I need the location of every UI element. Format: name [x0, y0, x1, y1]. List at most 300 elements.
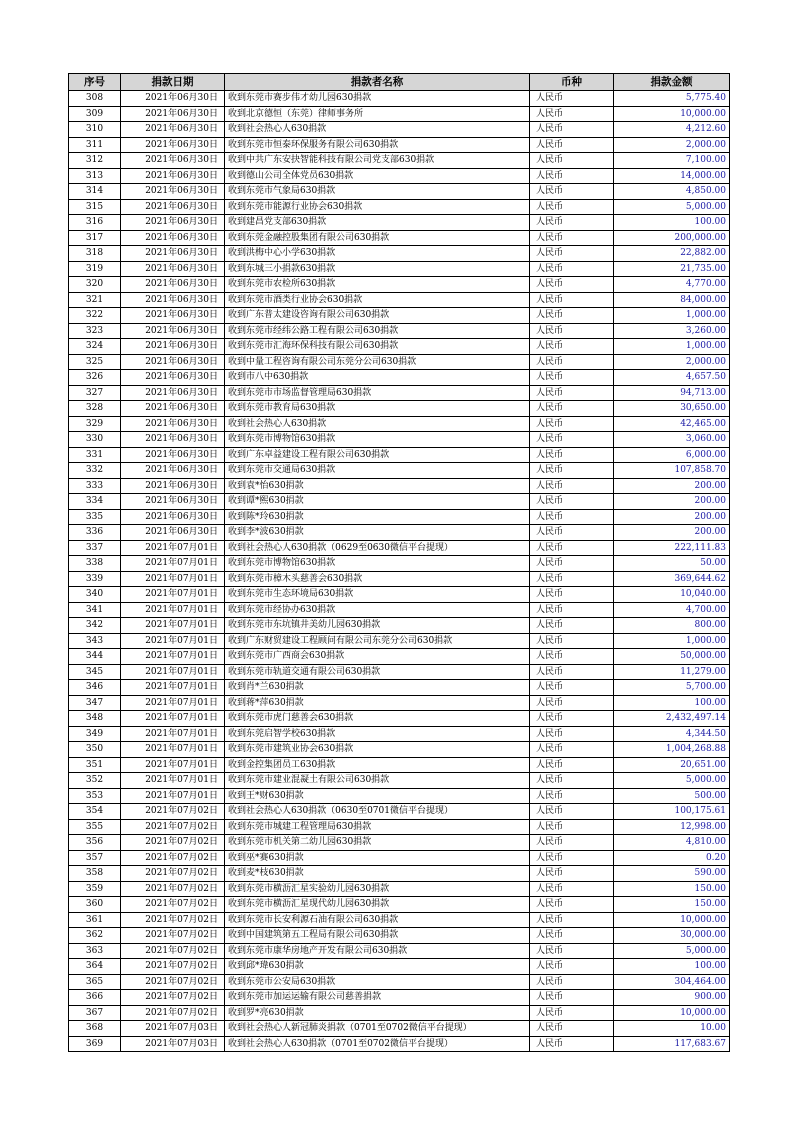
table-row [69, 199, 730, 215]
cell-serial-number: 311 [69, 137, 121, 153]
table-row [69, 91, 730, 107]
cell-amount: 107,858.70 [614, 463, 730, 479]
cell-donation-date: 2021年07月01日 [121, 602, 225, 618]
cell-amount: 10,040.00 [614, 587, 730, 603]
cell-donation-date: 2021年06月30日 [121, 246, 225, 262]
cell-donor-name: 收到东莞市横沥汇星实验幼儿园630捐款 [225, 881, 530, 897]
cell-amount: 3,060.00 [614, 432, 730, 448]
cell-currency: 人民币 [530, 850, 614, 866]
cell-currency: 人民币 [530, 804, 614, 820]
table-body [69, 91, 730, 1052]
cell-amount: 369,644.62 [614, 571, 730, 587]
cell-amount: 42,465.00 [614, 416, 730, 432]
cell-amount: 5,700.00 [614, 680, 730, 696]
cell-donor-name: 收到罗*亮630捐款 [225, 1005, 530, 1021]
cell-serial-number: 347 [69, 695, 121, 711]
cell-serial-number: 356 [69, 835, 121, 851]
cell-amount: 100.00 [614, 959, 730, 975]
cell-donation-date: 2021年07月02日 [121, 959, 225, 975]
cell-donor-name: 收到东莞市市场监督管理局630捐款 [225, 385, 530, 401]
cell-donor-name: 收到东莞市汇海环保科技有限公司630捐款 [225, 339, 530, 355]
cell-serial-number: 312 [69, 153, 121, 169]
table-row [69, 525, 730, 541]
cell-donor-name: 收到北京德恒（东莞）律师事务所 [225, 106, 530, 122]
cell-amount: 7,100.00 [614, 153, 730, 169]
cell-serial-number: 346 [69, 680, 121, 696]
cell-serial-number: 369 [69, 1036, 121, 1052]
cell-amount: 500.00 [614, 788, 730, 804]
cell-donation-date: 2021年06月30日 [121, 308, 225, 324]
cell-donor-name: 收到东莞市气象局630捐款 [225, 184, 530, 200]
cell-serial-number: 350 [69, 742, 121, 758]
cell-donor-name: 收到谭*熙630捐款 [225, 494, 530, 510]
cell-serial-number: 344 [69, 649, 121, 665]
cell-currency: 人民币 [530, 1005, 614, 1021]
cell-donor-name: 收到广东普太建设咨询有限公司630捐款 [225, 308, 530, 324]
cell-currency: 人民币 [530, 618, 614, 634]
cell-currency: 人民币 [530, 509, 614, 525]
table-row [69, 308, 730, 324]
cell-donation-date: 2021年06月30日 [121, 215, 225, 231]
cell-amount: 94,713.00 [614, 385, 730, 401]
cell-currency: 人民币 [530, 494, 614, 510]
cell-donor-name: 收到社会热心人630捐款 [225, 122, 530, 138]
cell-donation-date: 2021年06月30日 [121, 354, 225, 370]
cell-donor-name: 收到洪梅中心小学630捐款 [225, 246, 530, 262]
cell-currency: 人民币 [530, 726, 614, 742]
cell-amount: 50.00 [614, 556, 730, 572]
cell-serial-number: 330 [69, 432, 121, 448]
cell-donation-date: 2021年06月30日 [121, 184, 225, 200]
table-row [69, 633, 730, 649]
cell-donor-name: 收到东莞市恒泰环保服务有限公司630捐款 [225, 137, 530, 153]
cell-amount: 30,650.00 [614, 401, 730, 417]
cell-donation-date: 2021年07月02日 [121, 835, 225, 851]
cell-serial-number: 333 [69, 478, 121, 494]
cell-donation-date: 2021年07月01日 [121, 773, 225, 789]
cell-donation-date: 2021年06月30日 [121, 323, 225, 339]
cell-donor-name: 收到广东卓益建设工程有限公司630捐款 [225, 447, 530, 463]
cell-donation-date: 2021年07月02日 [121, 928, 225, 944]
cell-donor-name: 收到东莞市横沥汇星现代幼儿园630捐款 [225, 897, 530, 913]
cell-donor-name: 收到李*波630捐款 [225, 525, 530, 541]
cell-serial-number: 348 [69, 711, 121, 727]
cell-donor-name: 收到东莞市城建工程管理局630捐款 [225, 819, 530, 835]
cell-currency: 人民币 [530, 463, 614, 479]
table-row [69, 773, 730, 789]
cell-donation-date: 2021年07月01日 [121, 788, 225, 804]
cell-donation-date: 2021年06月30日 [121, 401, 225, 417]
cell-amount: 5,000.00 [614, 199, 730, 215]
cell-amount: 1,004,268.88 [614, 742, 730, 758]
cell-donation-date: 2021年07月02日 [121, 897, 225, 913]
cell-donation-date: 2021年07月01日 [121, 633, 225, 649]
cell-amount: 84,000.00 [614, 292, 730, 308]
cell-serial-number: 365 [69, 974, 121, 990]
donation-table [68, 73, 730, 1052]
cell-currency: 人民币 [530, 649, 614, 665]
cell-amount: 304,464.00 [614, 974, 730, 990]
cell-currency: 人民币 [530, 556, 614, 572]
cell-donation-date: 2021年06月30日 [121, 137, 225, 153]
cell-donor-name: 收到东莞市公安局630捐款 [225, 974, 530, 990]
cell-donation-date: 2021年07月02日 [121, 866, 225, 882]
table-row [69, 881, 730, 897]
cell-donation-date: 2021年07月01日 [121, 571, 225, 587]
cell-currency: 人民币 [530, 153, 614, 169]
cell-serial-number: 341 [69, 602, 121, 618]
table-row [69, 928, 730, 944]
cell-donor-name: 收到建昌党支部630捐款 [225, 215, 530, 231]
cell-currency: 人民币 [530, 881, 614, 897]
table-row [69, 509, 730, 525]
cell-amount: 50,000.00 [614, 649, 730, 665]
cell-amount: 222,111.83 [614, 540, 730, 556]
cell-donation-date: 2021年07月02日 [121, 974, 225, 990]
cell-serial-number: 318 [69, 246, 121, 262]
cell-amount: 21,735.00 [614, 261, 730, 277]
cell-currency: 人民币 [530, 788, 614, 804]
cell-currency: 人民币 [530, 540, 614, 556]
cell-donation-date: 2021年06月30日 [121, 168, 225, 184]
cell-amount: 5,775.40 [614, 91, 730, 107]
cell-donor-name: 收到东莞市博物馆630捐款 [225, 556, 530, 572]
cell-currency: 人民币 [530, 432, 614, 448]
cell-currency: 人民币 [530, 602, 614, 618]
cell-donation-date: 2021年07月02日 [121, 804, 225, 820]
table-row [69, 137, 730, 153]
cell-donation-date: 2021年06月30日 [121, 277, 225, 293]
cell-donor-name: 收到东莞市生态环境局630捐款 [225, 587, 530, 603]
cell-donation-date: 2021年06月30日 [121, 478, 225, 494]
cell-amount: 100.00 [614, 215, 730, 231]
cell-serial-number: 326 [69, 370, 121, 386]
donation-sheet [68, 73, 729, 1052]
cell-amount: 4,850.00 [614, 184, 730, 200]
cell-amount: 30,000.00 [614, 928, 730, 944]
cell-currency: 人民币 [530, 91, 614, 107]
cell-currency: 人民币 [530, 525, 614, 541]
cell-donation-date: 2021年07月02日 [121, 881, 225, 897]
cell-serial-number: 355 [69, 819, 121, 835]
cell-donor-name: 收到东莞市交通局630捐款 [225, 463, 530, 479]
cell-serial-number: 308 [69, 91, 121, 107]
cell-currency: 人民币 [530, 866, 614, 882]
header-donor-name: 捐款者名称 [225, 74, 530, 91]
cell-donor-name: 收到东莞市樟木头慈善会630捐款 [225, 571, 530, 587]
cell-donor-name: 收到东莞市轨道交通有限公司630捐款 [225, 664, 530, 680]
cell-donation-date: 2021年06月30日 [121, 122, 225, 138]
header-currency: 币种 [530, 74, 614, 91]
cell-serial-number: 367 [69, 1005, 121, 1021]
table-row [69, 587, 730, 603]
cell-serial-number: 309 [69, 106, 121, 122]
cell-amount: 5,000.00 [614, 773, 730, 789]
cell-donor-name: 收到巫*赛630捐款 [225, 850, 530, 866]
cell-serial-number: 357 [69, 850, 121, 866]
cell-serial-number: 332 [69, 463, 121, 479]
cell-donation-date: 2021年07月03日 [121, 1036, 225, 1052]
cell-currency: 人民币 [530, 184, 614, 200]
table-row [69, 385, 730, 401]
cell-donation-date: 2021年06月30日 [121, 91, 225, 107]
cell-amount: 200.00 [614, 525, 730, 541]
cell-amount: 2,000.00 [614, 354, 730, 370]
table-row [69, 897, 730, 913]
cell-donation-date: 2021年06月30日 [121, 292, 225, 308]
table-row [69, 757, 730, 773]
cell-amount: 0.20 [614, 850, 730, 866]
cell-donation-date: 2021年07月01日 [121, 618, 225, 634]
cell-donor-name: 收到袁*怡630捐款 [225, 478, 530, 494]
cell-donation-date: 2021年07月02日 [121, 943, 225, 959]
cell-donor-name: 收到东莞市农检所630捐款 [225, 277, 530, 293]
cell-currency: 人民币 [530, 168, 614, 184]
cell-amount: 10,000.00 [614, 1005, 730, 1021]
table-header-row [69, 74, 730, 91]
cell-donation-date: 2021年06月30日 [121, 106, 225, 122]
cell-donor-name: 收到东莞市广西商会630捐款 [225, 649, 530, 665]
cell-donor-name: 收到社会热心人630捐款（0629至0630微信平台提现） [225, 540, 530, 556]
cell-currency: 人民币 [530, 215, 614, 231]
cell-serial-number: 342 [69, 618, 121, 634]
cell-currency: 人民币 [530, 680, 614, 696]
cell-serial-number: 345 [69, 664, 121, 680]
table-row [69, 292, 730, 308]
cell-serial-number: 315 [69, 199, 121, 215]
cell-currency: 人民币 [530, 1021, 614, 1037]
cell-amount: 20,651.00 [614, 757, 730, 773]
cell-donor-name: 收到蒋*萍630捐款 [225, 695, 530, 711]
cell-currency: 人民币 [530, 974, 614, 990]
table-row [69, 866, 730, 882]
cell-currency: 人民币 [530, 571, 614, 587]
cell-currency: 人民币 [530, 308, 614, 324]
cell-amount: 3,260.00 [614, 323, 730, 339]
table-row [69, 912, 730, 928]
cell-amount: 200.00 [614, 509, 730, 525]
cell-amount: 590.00 [614, 866, 730, 882]
cell-amount: 200.00 [614, 494, 730, 510]
cell-amount: 11,279.00 [614, 664, 730, 680]
cell-donor-name: 收到德山公司全体党员630捐款 [225, 168, 530, 184]
cell-donation-date: 2021年06月30日 [121, 230, 225, 246]
cell-donation-date: 2021年06月30日 [121, 153, 225, 169]
cell-donor-name: 收到东莞市经纬公路工程有限公司630捐款 [225, 323, 530, 339]
table-row [69, 788, 730, 804]
cell-currency: 人民币 [530, 711, 614, 727]
table-row [69, 168, 730, 184]
table-row [69, 819, 730, 835]
cell-donation-date: 2021年06月30日 [121, 432, 225, 448]
cell-donor-name: 收到东莞市经协办630捐款 [225, 602, 530, 618]
cell-amount: 1,000.00 [614, 339, 730, 355]
cell-amount: 100.00 [614, 695, 730, 711]
table-row [69, 835, 730, 851]
table-row [69, 432, 730, 448]
cell-donation-date: 2021年06月30日 [121, 447, 225, 463]
cell-currency: 人民币 [530, 323, 614, 339]
cell-serial-number: 366 [69, 990, 121, 1006]
cell-donor-name: 收到东莞市加运运输有限公司慈善捐款 [225, 990, 530, 1006]
cell-donation-date: 2021年07月02日 [121, 912, 225, 928]
table-row [69, 850, 730, 866]
cell-amount: 10,000.00 [614, 106, 730, 122]
table-row [69, 277, 730, 293]
cell-serial-number: 331 [69, 447, 121, 463]
table-row [69, 447, 730, 463]
cell-donor-name: 收到东莞市赛步伟才幼儿园630捐款 [225, 91, 530, 107]
cell-currency: 人民币 [530, 664, 614, 680]
cell-donor-name: 收到东城三小捐款630捐款 [225, 261, 530, 277]
cell-currency: 人民币 [530, 122, 614, 138]
cell-donor-name: 收到中共广东安抉智能科技有限公司党支部630捐款 [225, 153, 530, 169]
cell-amount: 900.00 [614, 990, 730, 1006]
cell-amount: 200.00 [614, 478, 730, 494]
table-row [69, 804, 730, 820]
cell-serial-number: 352 [69, 773, 121, 789]
cell-serial-number: 334 [69, 494, 121, 510]
table-row [69, 1036, 730, 1052]
cell-currency: 人民币 [530, 292, 614, 308]
cell-currency: 人民币 [530, 912, 614, 928]
cell-amount: 117,683.67 [614, 1036, 730, 1052]
cell-donation-date: 2021年06月30日 [121, 385, 225, 401]
cell-donation-date: 2021年06月30日 [121, 416, 225, 432]
cell-serial-number: 323 [69, 323, 121, 339]
cell-donor-name: 收到东莞市博物馆630捐款 [225, 432, 530, 448]
cell-donation-date: 2021年07月01日 [121, 695, 225, 711]
table-row [69, 711, 730, 727]
table-row [69, 323, 730, 339]
cell-currency: 人民币 [530, 773, 614, 789]
cell-currency: 人民币 [530, 447, 614, 463]
cell-donation-date: 2021年06月30日 [121, 463, 225, 479]
table-row [69, 370, 730, 386]
table-row [69, 1005, 730, 1021]
cell-donor-name: 收到东莞市建业混凝土有限公司630捐款 [225, 773, 530, 789]
cell-currency: 人民币 [530, 199, 614, 215]
table-row [69, 153, 730, 169]
table-row [69, 990, 730, 1006]
cell-amount: 4,770.00 [614, 277, 730, 293]
cell-currency: 人民币 [530, 959, 614, 975]
cell-donor-name: 收到肖*兰630捐款 [225, 680, 530, 696]
table-row [69, 680, 730, 696]
table-row [69, 478, 730, 494]
cell-amount: 4,344.50 [614, 726, 730, 742]
cell-amount: 2,000.00 [614, 137, 730, 153]
cell-currency: 人民币 [530, 943, 614, 959]
cell-serial-number: 325 [69, 354, 121, 370]
cell-donation-date: 2021年07月01日 [121, 664, 225, 680]
cell-serial-number: 364 [69, 959, 121, 975]
cell-serial-number: 327 [69, 385, 121, 401]
cell-serial-number: 368 [69, 1021, 121, 1037]
table-row [69, 463, 730, 479]
cell-donation-date: 2021年07月01日 [121, 556, 225, 572]
cell-serial-number: 358 [69, 866, 121, 882]
table-row [69, 230, 730, 246]
cell-donor-name: 收到陈*玲630捐款 [225, 509, 530, 525]
cell-serial-number: 310 [69, 122, 121, 138]
table-row [69, 1021, 730, 1037]
cell-donation-date: 2021年07月01日 [121, 649, 225, 665]
cell-amount: 150.00 [614, 881, 730, 897]
cell-serial-number: 362 [69, 928, 121, 944]
cell-serial-number: 351 [69, 757, 121, 773]
cell-donation-date: 2021年07月01日 [121, 757, 225, 773]
cell-amount: 1,000.00 [614, 308, 730, 324]
cell-donation-date: 2021年06月30日 [121, 494, 225, 510]
cell-donation-date: 2021年06月30日 [121, 199, 225, 215]
cell-amount: 800.00 [614, 618, 730, 634]
cell-donation-date: 2021年07月02日 [121, 850, 225, 866]
cell-serial-number: 360 [69, 897, 121, 913]
cell-serial-number: 359 [69, 881, 121, 897]
cell-currency: 人民币 [530, 835, 614, 851]
table-row [69, 602, 730, 618]
cell-amount: 100,175.61 [614, 804, 730, 820]
cell-amount: 150.00 [614, 897, 730, 913]
cell-serial-number: 319 [69, 261, 121, 277]
cell-donor-name: 收到中量工程咨询有限公司东莞分公司630捐款 [225, 354, 530, 370]
cell-serial-number: 328 [69, 401, 121, 417]
header-donation-date: 捐款日期 [121, 74, 225, 91]
cell-donation-date: 2021年07月03日 [121, 1021, 225, 1037]
cell-serial-number: 354 [69, 804, 121, 820]
cell-donor-name: 收到社会热心人新冠肺炎捐款（0701至0702微信平台提现） [225, 1021, 530, 1037]
table-row [69, 416, 730, 432]
table-row [69, 184, 730, 200]
cell-donor-name: 收到东莞市建筑业协会630捐款 [225, 742, 530, 758]
cell-amount: 4,810.00 [614, 835, 730, 851]
cell-amount: 1,000.00 [614, 633, 730, 649]
cell-serial-number: 338 [69, 556, 121, 572]
cell-currency: 人民币 [530, 897, 614, 913]
cell-currency: 人民币 [530, 416, 614, 432]
cell-donor-name: 收到东莞市长安利源石油有限公司630捐款 [225, 912, 530, 928]
cell-donor-name: 收到东莞市教育局630捐款 [225, 401, 530, 417]
table-row [69, 339, 730, 355]
table-row [69, 494, 730, 510]
cell-donation-date: 2021年06月30日 [121, 339, 225, 355]
cell-amount: 6,000.00 [614, 447, 730, 463]
cell-donor-name: 收到东莞市酒类行业协会630捐款 [225, 292, 530, 308]
cell-amount: 12,998.00 [614, 819, 730, 835]
cell-serial-number: 343 [69, 633, 121, 649]
cell-currency: 人民币 [530, 990, 614, 1006]
cell-currency: 人民币 [530, 137, 614, 153]
cell-currency: 人民币 [530, 819, 614, 835]
cell-donor-name: 收到市八中630捐款 [225, 370, 530, 386]
cell-donation-date: 2021年07月02日 [121, 1005, 225, 1021]
cell-donation-date: 2021年06月30日 [121, 261, 225, 277]
header-amount: 捐款金额 [614, 74, 730, 91]
cell-donation-date: 2021年07月02日 [121, 819, 225, 835]
cell-serial-number: 313 [69, 168, 121, 184]
cell-serial-number: 363 [69, 943, 121, 959]
cell-serial-number: 353 [69, 788, 121, 804]
cell-serial-number: 337 [69, 540, 121, 556]
cell-donation-date: 2021年07月01日 [121, 540, 225, 556]
cell-serial-number: 339 [69, 571, 121, 587]
cell-amount: 10.00 [614, 1021, 730, 1037]
cell-amount: 22,882.00 [614, 246, 730, 262]
cell-donation-date: 2021年06月30日 [121, 509, 225, 525]
cell-serial-number: 322 [69, 308, 121, 324]
cell-donor-name: 收到东莞市虎门慈善会630捐款 [225, 711, 530, 727]
